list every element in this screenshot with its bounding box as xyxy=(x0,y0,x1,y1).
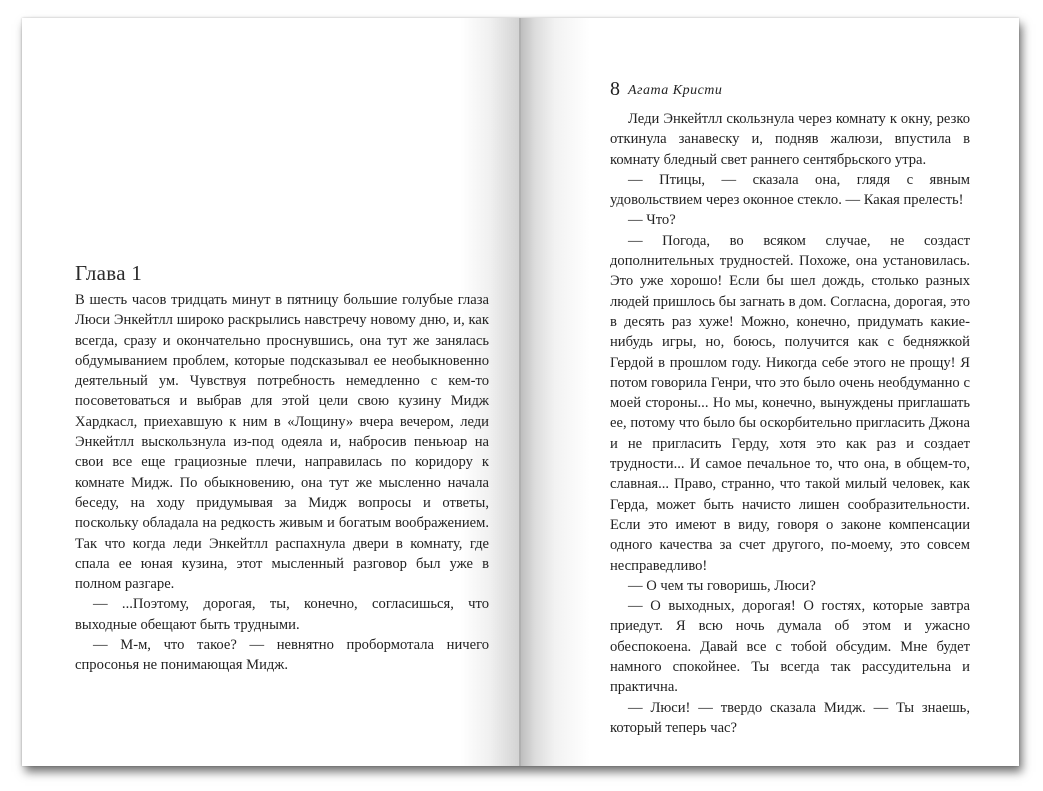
paragraph: — ...Поэтому, дорогая, ты, конечно, согласишься, что выходные обещают быть трудными. xyxy=(75,596,489,633)
running-head-author: Агата Кристи xyxy=(628,83,723,98)
page-number: 8 xyxy=(610,78,620,100)
paragraph: — Птицы, — сказала она, глядя с явным удовольствием через оконное стекло. — Какая прелесть! xyxy=(610,171,970,209)
paragraph: — Люси! — твердо сказала Мидж. — Ты знаешь, который теперь час? xyxy=(610,699,970,736)
right-page-text xyxy=(610,109,970,738)
paragraph: В шесть часов тридцать минут в пятницу большие голубые глаза Люси Энкейтлл широко раскрылись навстречу новому дню, и, как всегда, сразу и окончательно проснувшись, она тут же занялась обдумыванием проблем, которые подсказывал ее необыкновенно деятельный ум. Чувствуя потребность немедленно с кем-то посоветоваться и выбрав для этой цели свою кузину Мидж Хардкасл, приехавшую к ним в «Лощину» вчера вечером, леди Энкейтлл выскользнула из-под одеяла и, набросив пеньюар на свои все еще грациозные плечи, направилась по коридору к комнате Мидж. По обыкновению, она тут же мысленно начала беседу, на ходу придумывая за Мидж вопросы и ответы, поскольку обладала на редкость живым и богатым воображением. Так что когда леди Энкейтлл распахнула двери в комнату, где спала ее юная кузина, этот мысленный разговор был уже в полном разгаре. xyxy=(75,292,489,593)
paragraph: — О чем ты говоришь, Люси? xyxy=(628,577,816,594)
paragraph: Леди Энкейтлл скользнула через комнату к окну, резко откинула занавеску и, подняв жалюзи, впустила в комнату бледный свет раннего сентябрьского утра. xyxy=(610,111,970,168)
book-spread xyxy=(22,18,1019,766)
paragraph: — Что? xyxy=(628,212,676,229)
book-gutter xyxy=(519,18,521,766)
paragraph: — М-м, что такое? — невнятно пробормотала ничего спросонья не понимающая Мидж. xyxy=(75,637,489,674)
paragraph: — Погода, во всяком случае, не создаст дополнительных трудностей. Похоже, она установилась. Это уже хорошо! Если бы шел дождь, столько разных людей пришлось бы загнать в дом. Согласна, дорогая, это в десять раз хуже! Можно, конечно, придумать какие-нибудь игры, но, боюсь, получится как с бедняжкой Гердой в прошлом году. Никогда себе этого не прощу! Я потом говорила Генри, что это было очень необдуманно с моей стороны... Но мы, конечно, вынуждены приглашать ее, потому что было бы оскорбительно пригласить Джона и не пригласить Герду, хотя это как раз и создает трудности... И самое печальное то, что она, в общем-то, славная... Право, странно, что такой милый человек, как Герда, может быть начисто лишен сообразительности. Если это имеют в виду, говоря о законе компенсации одного качества за счет другого, по-моему, это совсем несправедливо! xyxy=(610,232,970,574)
chapter-title: Глава 1 xyxy=(75,261,143,285)
paragraph: — О выходных, дорогая! О гостях, которые завтра приедут. Я всю ночь думала об этом и ужасно обеспокоена. Давай все с тобой обсудим. Мне будет намного спокойнее. Ты всегда так рассудительна и практична. xyxy=(610,598,970,696)
left-page-text xyxy=(75,290,489,676)
running-head xyxy=(610,78,722,101)
